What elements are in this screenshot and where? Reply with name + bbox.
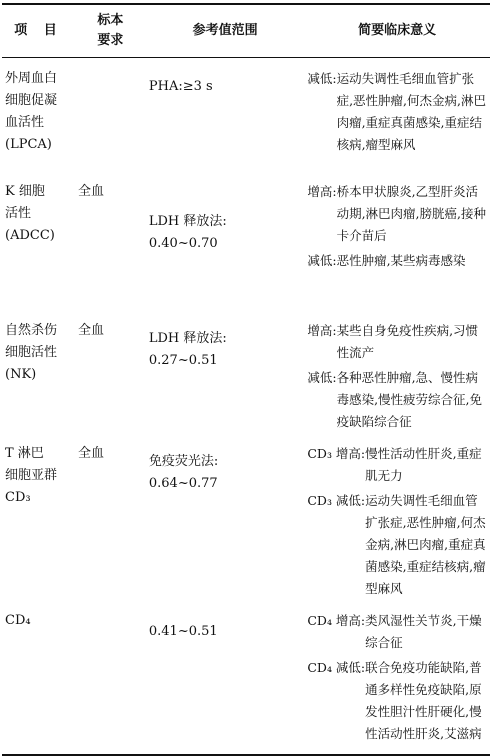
cell-item: CD₄ xyxy=(2,600,75,755)
cell-item: 自然杀伤 细胞活性 (NK) xyxy=(5,322,58,382)
significance-key: CD₃ 减低: xyxy=(307,492,366,508)
significance-text: 恶性肿瘤,某些病毒感染 xyxy=(336,252,466,268)
header-item: 项 目 xyxy=(2,4,75,58)
table-row xyxy=(2,310,490,433)
significance-entry xyxy=(307,610,487,654)
significance-key: 减低: xyxy=(307,71,337,86)
significance-entry xyxy=(307,68,487,156)
significance-entry xyxy=(307,367,487,433)
significance-key: CD₄ 增高: xyxy=(307,612,366,628)
significance-text: 类风湿性关节炎,干燥综合征 xyxy=(365,612,482,650)
cell-significance xyxy=(304,171,490,310)
significance-key: 减低: xyxy=(307,369,337,385)
cell-sample: 全血 xyxy=(77,322,104,338)
cell-range: 0.41~0.51 xyxy=(146,600,304,755)
cell-significance xyxy=(304,310,490,433)
significance-text: 联合免疫功能缺陷,普通多样性免疫缺陷,原发性胆汁性肝硬化,慢性活动性肝炎,艾滋病 xyxy=(365,659,482,741)
significance-entry xyxy=(307,250,487,272)
table-row xyxy=(2,58,490,171)
significance-entry xyxy=(307,657,487,745)
table-header-row xyxy=(2,4,490,58)
significance-entry xyxy=(307,181,487,247)
reference-range-table xyxy=(2,3,490,756)
table-body xyxy=(2,58,490,755)
significance-text: 运动失调性毛细血管扩张症,恶性肿瘤,何杰金病,淋巴肉瘤,重症真菌感染,重症结核病,瘤型麻风 xyxy=(336,71,486,152)
cell-range: LDH 释放法: 0.27~0.51 xyxy=(148,330,227,368)
significance-text: 慢性活动性肝炎,重症肌无力 xyxy=(365,445,482,483)
cell-significance xyxy=(304,58,490,171)
table-row xyxy=(2,600,490,755)
table-row xyxy=(2,171,490,310)
cell-range: PHA:≥3 s xyxy=(148,79,213,94)
cell-sample: 全血 xyxy=(77,445,104,461)
significance-text: 各种恶性肿瘤,急、慢性病毒感染,慢性疲劳综合征,免疫缺陷综合征 xyxy=(336,369,483,429)
significance-key: CD₃ 增高: xyxy=(307,445,366,461)
significance-entry xyxy=(307,320,487,364)
significance-entry xyxy=(307,490,487,600)
significance-key: 减低: xyxy=(307,252,337,268)
header-significance: 简要临床意义 xyxy=(304,4,490,58)
significance-key: 增高: xyxy=(307,183,337,199)
significance-text: 运动失调性毛细血管扩张症,恶性肿瘤,何杰金病,淋巴肉瘤,重症真菌感染,重症结核病,瘤型麻风 xyxy=(365,492,486,596)
header-range: 参考值范围 xyxy=(146,4,304,58)
cell-sample: 全血 xyxy=(77,183,104,199)
significance-text: 某些自身免疫性疾病,习惯性流产 xyxy=(336,322,479,360)
cell-item: K 细胞 活性 (ADCC) xyxy=(5,183,55,243)
significance-key: 增高: xyxy=(307,322,337,338)
cell-sample xyxy=(75,58,146,171)
cell-significance xyxy=(304,600,490,755)
table-row xyxy=(2,433,490,600)
cell-item: 外周血白 细胞促凝 血活性 (LPCA) xyxy=(5,71,58,152)
cell-range: 免疫荧光法: 0.64~0.77 xyxy=(148,453,219,491)
significance-entry xyxy=(307,443,487,487)
header-sample: 标本 要求 xyxy=(75,4,146,58)
cell-sample xyxy=(75,600,146,755)
cell-item: T 淋巴 细胞亚群 CD₃ xyxy=(5,445,58,505)
significance-key: CD₄ 减低: xyxy=(307,659,366,675)
cell-range: LDH 释放法: 0.40~0.70 xyxy=(148,213,227,251)
significance-text: 桥本甲状腺炎,乙型肝炎活动期,淋巴肉瘤,膀胱癌,接种卡介苗后 xyxy=(336,183,486,243)
cell-significance xyxy=(304,433,490,600)
